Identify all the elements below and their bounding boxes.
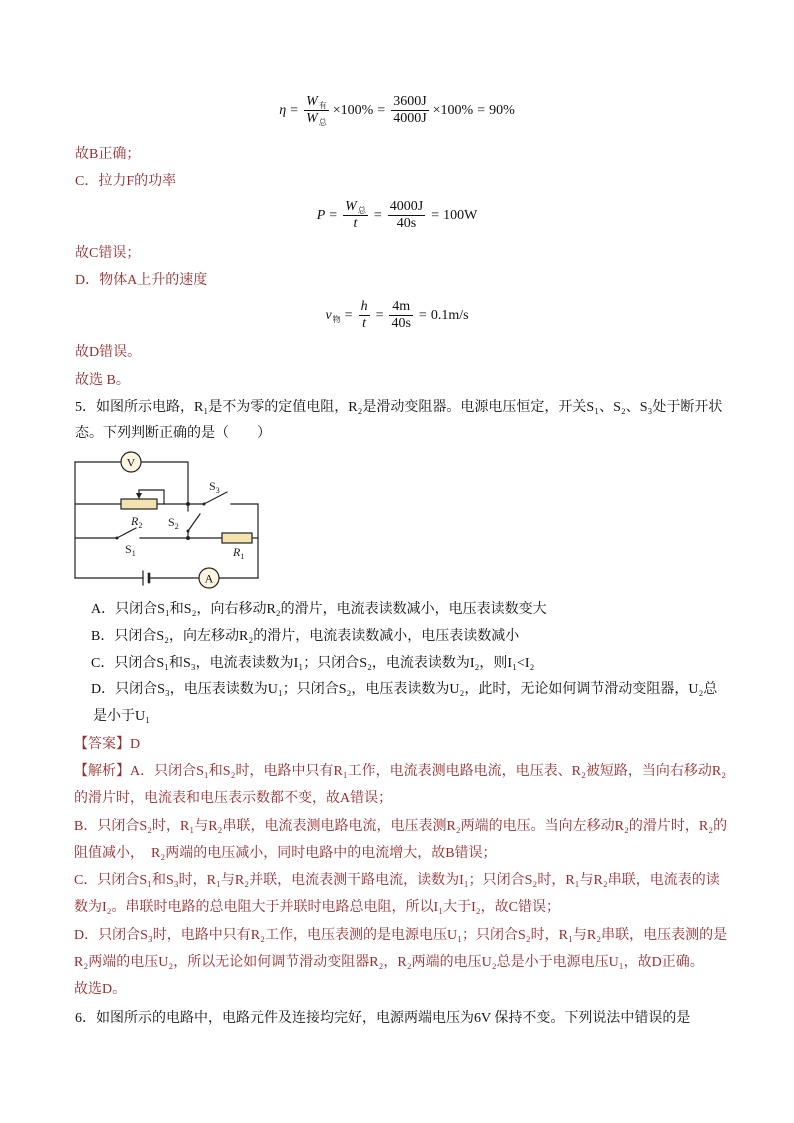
power-formula	[0, 199, 794, 232]
formula-result: 0.1m/s	[430, 307, 469, 323]
label-subscript: 1	[240, 552, 245, 561]
fraction-numerator: 4000J	[389, 199, 424, 214]
fraction-denominator: t	[362, 316, 366, 331]
speed-formula	[0, 299, 794, 332]
analysis-line-5: C．只闭合S₁和S₃时，R₁与R₂并联，电流表测干路电流，读数为I₁；只闭合S₂时，R₁与R₂串联，电流表的读	[74, 873, 720, 888]
label-subscript: 1	[131, 549, 136, 558]
analysis-line-4: 阻值减小， R₂两端的电压减小，同时电路中的电流增大，故B错误；	[74, 846, 497, 861]
eta-symbol: η	[279, 102, 287, 118]
label-letter: R	[233, 545, 241, 559]
option-d-line-1: D．只闭合S₃，电压表读数为U₁；只闭合S₂，电压表读数为U₂，此时，无论如何调节滑动变阻器，U₂总	[91, 682, 718, 697]
analysis-line-2: 的滑片时，电流表和电压表示数都不变，故A错误；	[74, 791, 393, 806]
solution-c-heading: C．拉力F的功率	[75, 174, 177, 189]
efficiency-formula	[0, 94, 794, 127]
label-letter: S	[168, 515, 175, 529]
rheostat-slider-arrow	[136, 493, 142, 499]
equals-sign: =	[290, 102, 299, 118]
ammeter-label: A	[204, 571, 214, 586]
option-b: B．只闭合S₂，向左移动R₂的滑片，电流表读数减小，电压表读数减小	[91, 629, 520, 644]
question5-stem-line-1: 5．如图所示电路，R₁是不为零的定值电阻，R₂是滑动变阻器。电源电压恒定，开关S₁、S₂、S₃处于断开状	[75, 400, 723, 415]
analysis-line-8: R₂两端的电压U₂，所以无论如何调节滑动变阻器R₂，R₂两端的电压U₂总是小于电源电压U₁，故D正确。	[74, 955, 704, 970]
fraction-denominator: 40s	[396, 216, 417, 231]
junction-dot-lower	[186, 536, 190, 540]
label-subscript: 3	[215, 486, 220, 495]
option-c: C．只闭合S₁和S₃，电流表读数为I₁；只闭合S₂，电流表读数为I₂，则I₁<I₂	[91, 656, 535, 671]
work-symbol: W	[306, 111, 318, 126]
switch-s2-blade	[188, 514, 200, 531]
analysis-line-3: B．只闭合S₂时，R₁与R₂串联，电流表测电路电流，电压表测R₂两端的电压。当向左移动R₂的滑片时，R₂的	[74, 819, 728, 834]
solution-c-conclusion: 故C错误；	[75, 246, 141, 261]
formula-result: 100W	[443, 207, 478, 223]
label-subscript: 2	[138, 521, 143, 530]
power-values-fraction	[388, 199, 425, 232]
question5-stem-line-2: 态。下列判断正确的是（ ）	[75, 426, 271, 441]
switch-s1-pivot	[116, 537, 119, 540]
switch-s2-pivot	[187, 530, 190, 533]
option-a: A．只闭合S₁和S₂，向右移动R₂的滑片，电流表读数减小，电压表读数变大	[91, 602, 547, 617]
equals-sign: =	[418, 307, 427, 323]
equals-sign: =	[373, 207, 382, 223]
voltmeter-label: V	[126, 455, 136, 470]
option-d-line-2: 是小于U₁	[93, 709, 150, 724]
speed-definition-fraction	[359, 299, 370, 332]
fraction-denominator: 40s	[391, 316, 411, 331]
power-definition-fraction	[343, 199, 368, 232]
useful-subscript: 有	[318, 101, 327, 110]
switch-s3-pivot	[203, 503, 206, 506]
switch-s1-blade	[117, 528, 136, 538]
total-subscript: 总	[318, 118, 327, 127]
equals-sign: =	[329, 207, 338, 223]
equals-sign: =	[477, 102, 486, 118]
fraction-numerator: h	[360, 299, 368, 314]
answer-line: 【答案】D	[74, 737, 141, 752]
resistor-r1	[222, 533, 252, 543]
equals-sign: =	[377, 102, 386, 118]
label-subscript: 2	[174, 522, 179, 531]
formula-result: 90%	[489, 102, 515, 118]
equals-sign: =	[375, 307, 384, 323]
analysis-line-1: 【解析】A．只闭合S₁和S₂时，电路中只有R₁工作，电流表测电路电流，电压表、R₂被短路，当向右移动R₂	[74, 764, 727, 779]
speed-values-fraction	[389, 299, 412, 332]
speed-symbol	[325, 308, 340, 324]
fraction-numerator	[304, 94, 329, 110]
final-choice: 故选D。	[74, 982, 127, 997]
work-ratio-fraction	[304, 94, 329, 127]
work-values-fraction	[391, 94, 428, 127]
fraction-denominator: t	[353, 216, 358, 231]
work-symbol: W	[345, 199, 357, 214]
velocity-letter: v	[325, 307, 332, 323]
label-letter: S	[209, 479, 216, 493]
solution-d-heading: D．物体A上升的速度	[75, 273, 208, 288]
fraction-numerator: 3600J	[393, 94, 427, 109]
switch-s3-label	[209, 479, 220, 495]
analysis-line-7: D．只闭合S₃时，电路中只有R₂工作，电压表测的是电源电压U₁；只闭合S₂时，R₁与R₂串联，电压表测的是	[74, 928, 728, 943]
switch-s1-label	[125, 542, 136, 558]
question6-stem-line-1: 6．如图所示的电路中，电路元件及连接均完好，电源两端电压为6V 保持不变。下列说法中错误的是	[75, 1011, 691, 1026]
solution-d-conclusion: 故D错误。	[75, 345, 142, 360]
rheostat-r2	[121, 499, 157, 509]
rheostat-r2-label	[130, 514, 142, 530]
power-symbol: P	[316, 207, 326, 223]
fraction-numerator: 4m	[392, 299, 411, 314]
switch-s2-label	[168, 515, 179, 531]
percent-multiplier: ×100%	[432, 102, 474, 118]
work-symbol: W	[306, 94, 318, 109]
fraction-denominator	[304, 111, 329, 127]
label-letter: R	[131, 514, 139, 528]
equals-sign: =	[344, 307, 353, 323]
junction-dot-upper	[186, 502, 190, 506]
solution-b-conclusion: 故B正确；	[75, 147, 141, 162]
total-subscript: 总	[357, 206, 366, 215]
object-subscript: 物	[332, 314, 341, 324]
analysis-line-6: 数为I₂。串联时电路的总电阻大于并联时电路总电阻，所以I₁大于I₂，故C错误；	[74, 900, 560, 915]
equals-sign: =	[431, 207, 440, 223]
fraction-denominator: 4000J	[393, 111, 427, 126]
circuit-diagram	[62, 448, 272, 593]
solution-final-answer: 故选 B。	[75, 373, 130, 388]
label-letter: S	[125, 542, 132, 556]
fraction-numerator	[343, 199, 368, 215]
percent-multiplier: ×100%	[332, 102, 374, 118]
resistor-r1-label	[232, 545, 244, 561]
